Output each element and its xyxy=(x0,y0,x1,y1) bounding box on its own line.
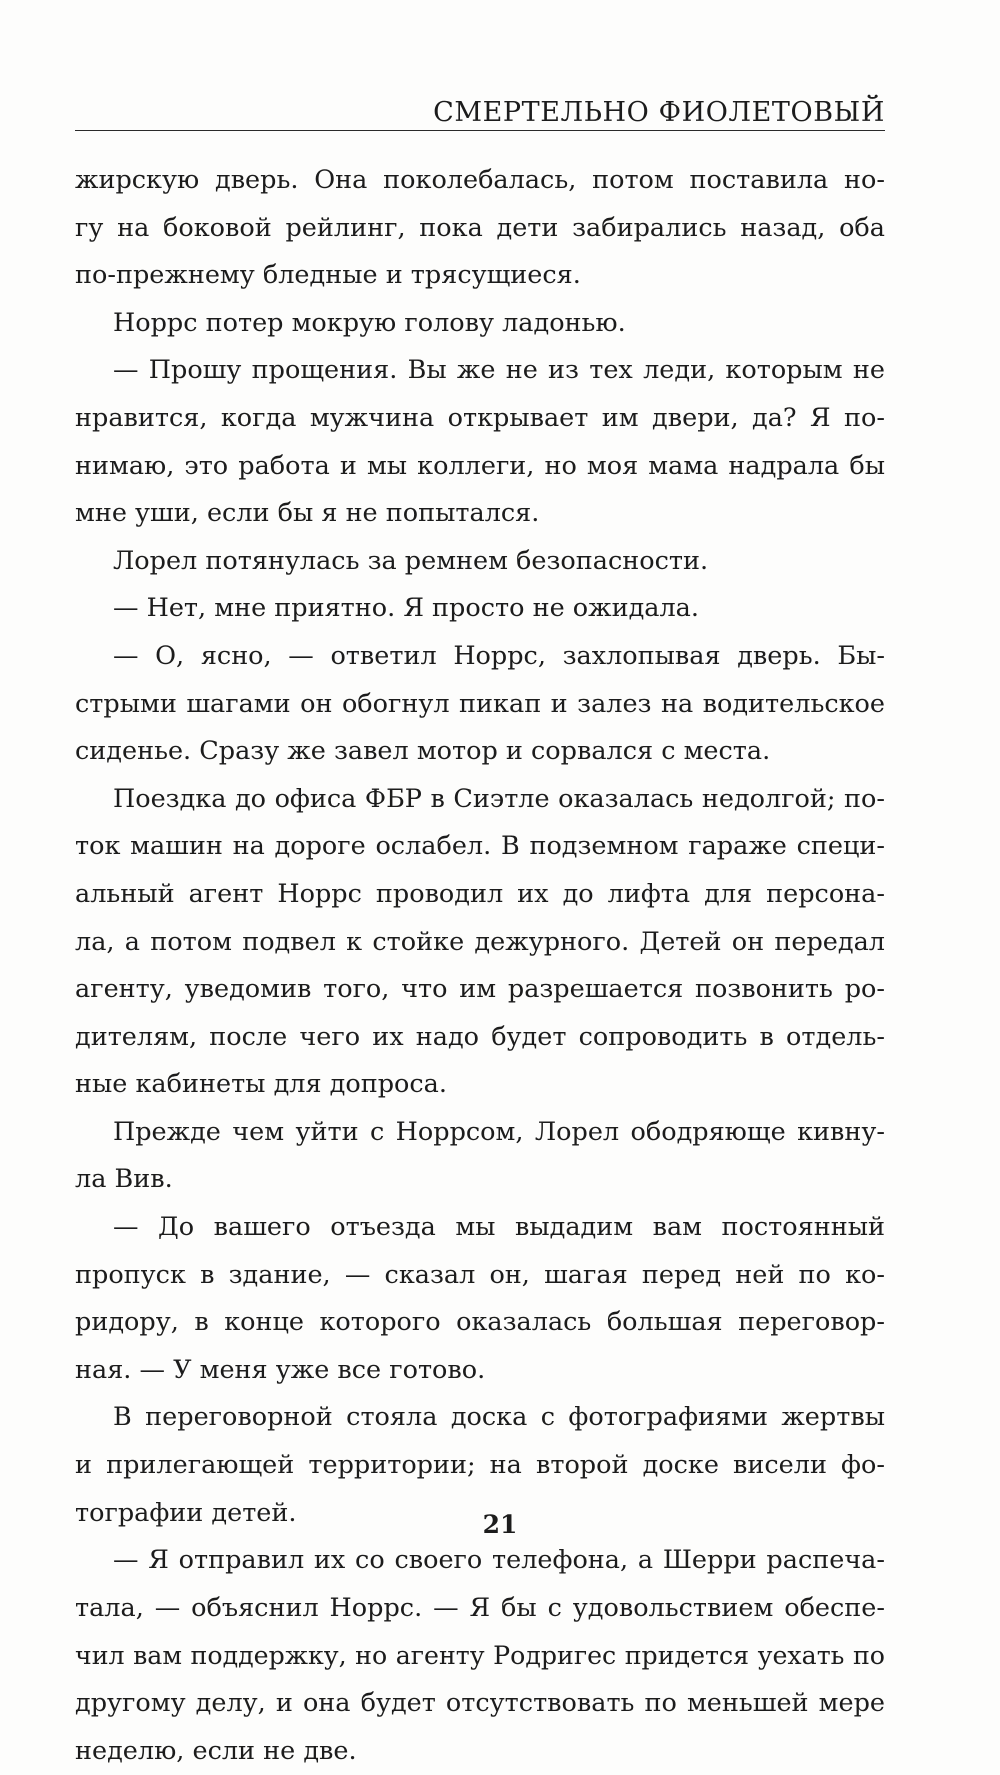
text-line: — Прошу прощения. Вы же не из тех леди, которым не xyxy=(113,355,885,386)
text-line: Поездка до офиса ФБР в Сиэтле оказалась недолгой; по- xyxy=(113,783,885,814)
text-line: гу на боковой рейлинг, пока дети забирались назад, оба xyxy=(75,212,885,243)
text-line: нимаю, это работа и мы коллеги, но моя мама надрала бы xyxy=(75,450,885,481)
text-line: неделю, если не две. xyxy=(75,1735,357,1766)
text-line: альный агент Норрс проводил их до лифта для персона- xyxy=(75,878,885,909)
text-line: чил вам поддержку, но агенту Родригес придется уехать по xyxy=(75,1641,885,1671)
text-line: агенту, уведомив того, что им разрешается позвонить ро- xyxy=(75,974,885,1005)
text-line: — О, ясно, — ответил Норрс, захлопывая дверь. Бы- xyxy=(113,640,885,671)
text-line: ные кабинеты для допроса. xyxy=(75,1069,447,1100)
text-line: стрыми шагами он обогнул пикап и залез на водительское xyxy=(75,688,885,719)
text-line: нравится, когда мужчина открывает им двери, да? Я по- xyxy=(75,402,885,433)
text-line: ла Вив. xyxy=(75,1164,173,1195)
text-line: сиденье. Сразу же завел мотор и сорвался с места. xyxy=(75,736,771,767)
text-line: тографии детей. xyxy=(75,1497,297,1528)
text-line: Норрс потер мокрую голову ладонью. xyxy=(113,307,626,338)
text-line: по-прежнему бледные и трясущиеся. xyxy=(75,260,581,291)
running-head xyxy=(75,86,885,131)
text-line: тала, — объяснил Норрс. — Я бы с удовольствием обеспе- xyxy=(75,1592,885,1623)
text-line: — Я отправил их со своего телефона, а Шерри распеча- xyxy=(113,1545,885,1576)
running-head-title: СМЕРТЕЛЬНО ФИОЛЕТОВЫЙ xyxy=(433,97,885,128)
text-line: Прежде чем уйти с Норрсом, Лорел ободряюще кивну- xyxy=(113,1116,885,1147)
text-line: — Нет, мне приятно. Я просто не ожидала. xyxy=(113,593,699,624)
text-line: ная. — У меня уже все готово. xyxy=(75,1354,486,1385)
text-line: Лорел потянулась за ремнем безопасности. xyxy=(113,545,709,576)
text-line: ридору, в конце которого оказалась большая переговор- xyxy=(75,1307,885,1338)
text-line: дителям, после чего их надо будет сопроводить в отдель- xyxy=(75,1021,885,1052)
text-line: ла, а потом подвел к стойке дежурного. Детей он передал xyxy=(75,926,885,957)
text-line: другому делу, и она будет отсутствовать по меньшей мере xyxy=(75,1688,885,1718)
text-line: В переговорной стояла доска с фотографиями жертвы xyxy=(113,1402,885,1433)
text-line: — До вашего отъезда мы выдадим вам постоянный xyxy=(113,1212,885,1243)
text-line: ток машин на дороге ослабел. В подземном гараже специ- xyxy=(75,831,885,862)
text-line: пропуск в здание, — сказал он, шагая перед ней по ко- xyxy=(75,1259,885,1290)
page-number: 21 xyxy=(482,1510,518,1539)
text-line: мне уши, если бы я не попытался. xyxy=(75,498,540,529)
text-line: жирскую дверь. Она поколебалась, потом поставила но- xyxy=(75,165,885,195)
text-line: и прилегающей территории; на второй доске висели фо- xyxy=(75,1450,885,1481)
